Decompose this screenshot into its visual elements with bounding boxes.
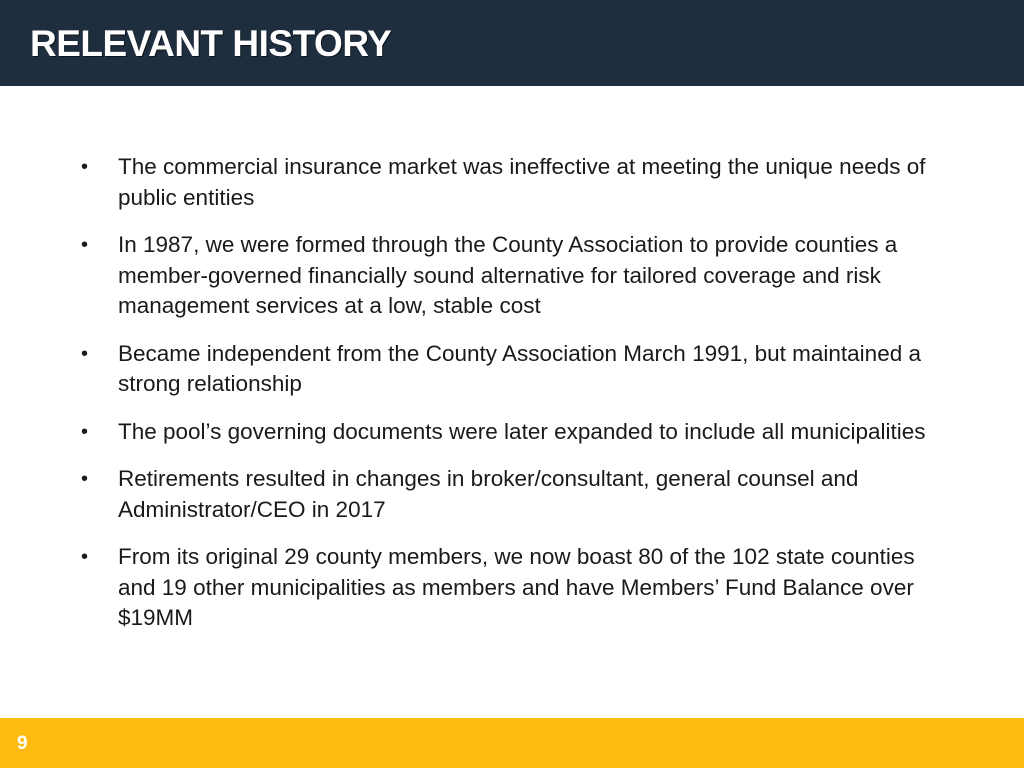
bullet-item-2 xyxy=(76,230,956,322)
bullet-text: From its original 29 county members, we now boast 80 of the 102 state counties and 19 other municipalities as members and have Members’ Fund Balance over $19MM xyxy=(118,544,915,630)
bullet-item-4 xyxy=(76,417,956,448)
footer-bar xyxy=(0,718,1024,768)
title-bar xyxy=(0,0,1024,86)
bullet-icon: • xyxy=(81,234,89,256)
bullet-icon: • xyxy=(81,468,89,490)
bullet-icon: • xyxy=(81,420,89,443)
bullet-text: Became independent from the County Association March 1991, but maintained a strong relationship xyxy=(118,340,921,396)
bullet-item-1 xyxy=(76,152,956,213)
bullet-icon: • xyxy=(81,156,89,178)
bullet-icon: • xyxy=(81,546,89,568)
slide-title: RELEVANT HISTORY xyxy=(30,23,392,64)
bullet-text: The pool’s governing documents were later expanded to include all municipalities xyxy=(118,418,926,444)
bullet-item-3 xyxy=(76,339,956,400)
bullet-list xyxy=(76,152,956,651)
bullet-text: Retirements resulted in changes in broker/consultant, general counsel and Administrator/CEO in 2017 xyxy=(118,466,859,522)
bullet-icon: • xyxy=(81,342,89,365)
bullet-text: The commercial insurance market was ineffective at meeting the unique needs of public entities xyxy=(118,154,926,210)
bullet-item-6 xyxy=(76,542,956,634)
bullet-item-5 xyxy=(76,464,956,525)
bullet-text: In 1987, we were formed through the County Association to provide counties a member-governed financially sound alternative for tailored coverage and risk management services at a low, stable cost xyxy=(118,232,898,318)
page-number: 9 xyxy=(17,733,28,754)
